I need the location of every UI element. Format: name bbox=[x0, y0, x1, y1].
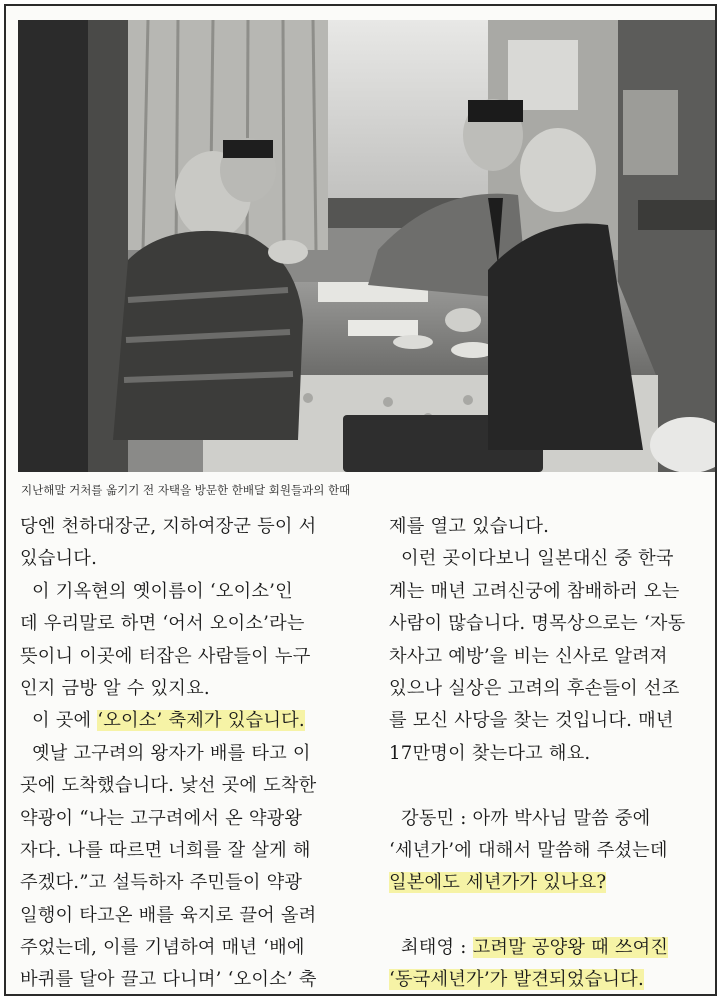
text-line bbox=[20, 738, 375, 770]
photo-image bbox=[18, 20, 715, 472]
text-segment: 곳에 도착했습니다. 낯선 곳에 도착한 bbox=[20, 775, 317, 797]
left-column bbox=[20, 511, 375, 996]
text-line bbox=[389, 964, 717, 996]
text-segment: 데 우리말로 하면 ‘어서 오이소’라는 bbox=[20, 613, 305, 635]
text-segment: 최태영 : bbox=[389, 937, 473, 959]
text-line bbox=[389, 576, 717, 608]
highlighted-text: ‘오이소’ 축제가 있습니다. bbox=[97, 710, 305, 732]
text-segment: 이 기옥현의 옛이름이 ‘오이소’인 bbox=[20, 580, 293, 602]
text-line bbox=[20, 770, 375, 802]
text-line bbox=[389, 543, 717, 575]
text-segment: 자다. 나를 따르면 너희를 잘 살게 해 bbox=[20, 839, 311, 861]
text-segment: 이 곳에 bbox=[20, 710, 98, 732]
text-line bbox=[20, 673, 375, 705]
text-segment: 강동민 : 아까 박사님 말씀 중에 bbox=[389, 807, 651, 829]
text-line bbox=[389, 511, 717, 543]
text-segment: ‘세년가’에 대해서 말씀해 주셨는데 bbox=[389, 839, 668, 861]
text-line bbox=[20, 932, 375, 964]
text-segment: 주었는데, 이를 기념하여 매년 ‘배에 bbox=[20, 937, 305, 959]
text-line bbox=[20, 867, 375, 899]
text-line bbox=[389, 705, 717, 737]
photo-visit bbox=[18, 20, 715, 472]
text-line bbox=[20, 641, 375, 673]
highlighted-text: ‘동국세년가’가 발견되었습니다. bbox=[389, 969, 644, 991]
text-segment: 를 모신 사당을 찾는 것입니다. 매년 bbox=[389, 710, 674, 732]
text-line bbox=[389, 932, 717, 964]
text-segment: 인지 금방 알 수 있지요. bbox=[20, 677, 210, 699]
highlighted-text: 고려말 공양왕 때 쓰여진 bbox=[472, 937, 669, 959]
text-segment: 이런 곳이다보니 일본대신 중 한국 bbox=[389, 548, 674, 570]
text-line bbox=[20, 608, 375, 640]
paragraph-gap bbox=[389, 900, 717, 932]
text-segment: 사람이 많습니다. 명목상으로는 ‘자동 bbox=[389, 613, 686, 635]
text-line bbox=[20, 803, 375, 835]
text-segment: 약광이 “나는 고구려에서 온 약광왕 bbox=[20, 807, 303, 829]
document-page bbox=[4, 4, 717, 996]
text-segment: 일행이 타고온 배를 육지로 끌어 올려 bbox=[20, 904, 317, 926]
text-line bbox=[20, 900, 375, 932]
text-line bbox=[389, 673, 717, 705]
photo-caption: 지난해말 거처를 옮기기 전 자택을 방문한 한배달 회원들과의 한때 bbox=[21, 483, 351, 497]
text-line bbox=[389, 608, 717, 640]
paragraph-gap bbox=[389, 770, 717, 802]
text-segment: 계는 매년 고려신궁에 참배하러 오는 bbox=[389, 580, 680, 602]
text-segment: 차사고 예방’을 비는 신사로 알려져 bbox=[389, 645, 668, 667]
text-segment: 있으나 실상은 고려의 후손들이 선조 bbox=[389, 677, 680, 699]
text-segment: 당엔 천하대장군, 지하여장군 등이 서 bbox=[20, 516, 317, 537]
text-line bbox=[20, 543, 375, 575]
text-segment: 17만명이 찾는다고 해요. bbox=[389, 742, 591, 764]
text-line bbox=[20, 705, 375, 737]
text-line bbox=[20, 835, 375, 867]
text-segment: 제를 열고 있습니다. bbox=[389, 516, 550, 537]
text-line bbox=[20, 964, 375, 996]
text-segment: 뜻이니 이곳에 터잡은 사람들이 누구 bbox=[20, 645, 311, 667]
text-segment: 있습니다. bbox=[20, 548, 98, 570]
text-line bbox=[389, 641, 717, 673]
text-segment: 바퀴를 달아 끌고 다니며’ ‘오이소’ 축 bbox=[20, 969, 317, 991]
text-segment: 주겠다.”고 설득하자 주민들이 약광 bbox=[20, 872, 303, 894]
right-column bbox=[389, 511, 717, 996]
text-line bbox=[20, 576, 375, 608]
text-line bbox=[389, 835, 717, 867]
text-segment: 옛날 고구려의 왕자가 배를 타고 이 bbox=[20, 742, 311, 764]
text-line bbox=[20, 511, 375, 543]
text-line bbox=[389, 867, 717, 899]
text-line bbox=[389, 803, 717, 835]
highlighted-text: 일본에도 세년가가 있나요? bbox=[389, 872, 607, 894]
text-line bbox=[389, 738, 717, 770]
